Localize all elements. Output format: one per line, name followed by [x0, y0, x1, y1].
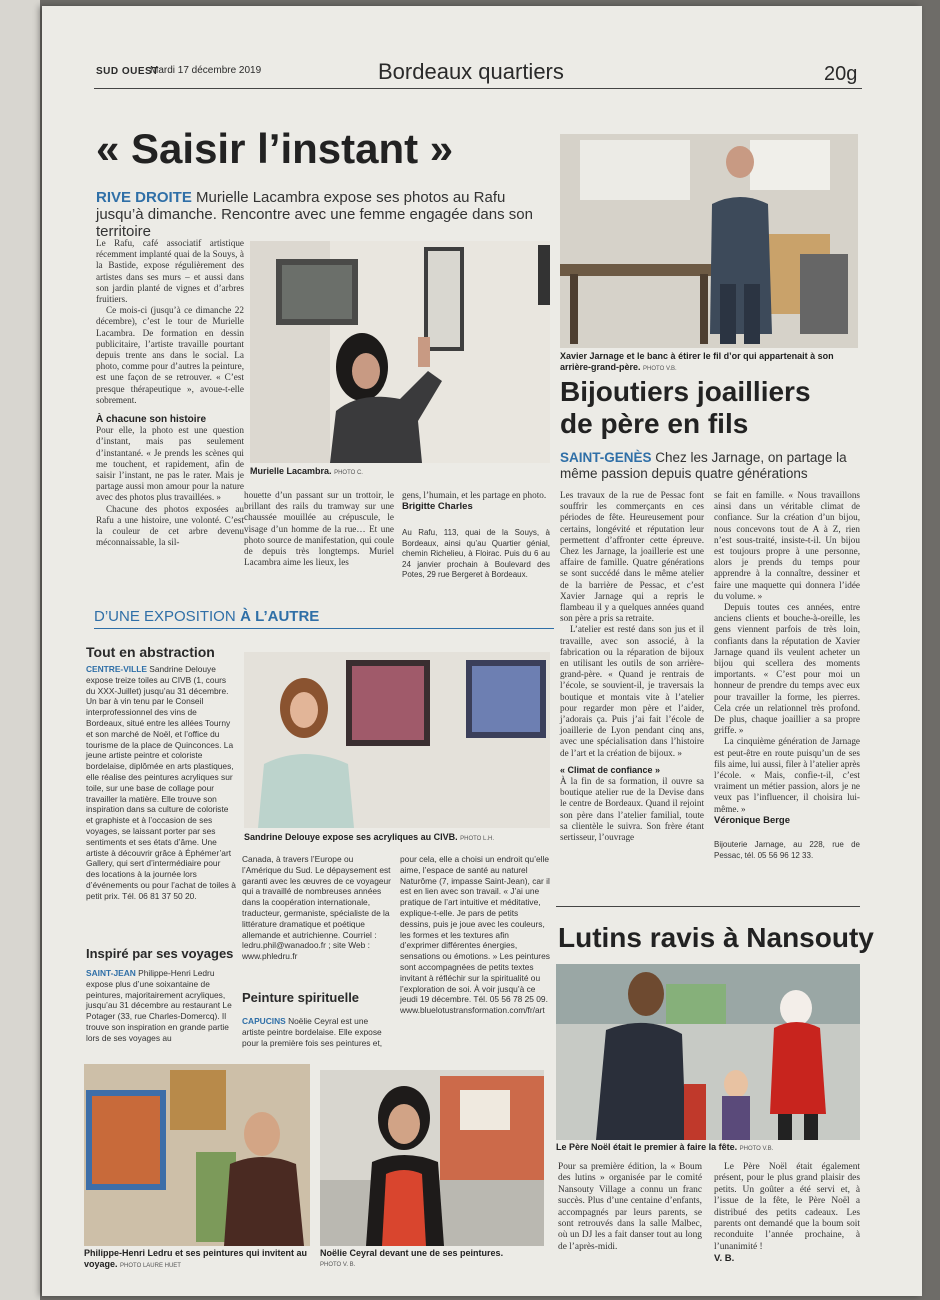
photo-ledru-caption	[84, 1248, 310, 1272]
photo-murielle-illustration	[250, 241, 550, 463]
article2-p5: Depuis toutes ces années, entre anciens clients et bouche-à-oreille, les gens viennent parfois de très loin, confiants dans la réputation de Xavier Jarnage quand ils veulent acheter un bijou qui scellera des moments importants. « C’est pour moi un honneur de prendre du temps avec eux pour travailler la forme, les pierres. Cela crée un relationnel très profond. De plus, chaque joaillier a sa propre griffe. »	[714, 602, 860, 736]
article2-p4: se fait en famille. « Nous travaillons ainsi dans un véritable climat de confiance. Sur la création d’un bijou, nous concevons tout de A à Z, rien n’est sous-traité, insiste-t-il. Un bijou est toujours propre à une personne, alors je prends du temps pour apprendre à la connaître, dessiner et faire une maquette qui donnera l’idée du volume. »	[714, 490, 860, 601]
article2-standfirst-text: Chez les Jarnage, on partage la même passion depuis quatre générations	[560, 450, 847, 481]
header-rule	[94, 88, 862, 89]
article3-col2-text: Le Père Noël était également présent, pour le plus grand plaisir des petits. Un goûter a été servi et, à l’issue de la fête, le Père Noël a distribué des petits cadeaux. Les parents ont demandé que la boum soit reconduite l’année prochaine, à l’unanimité !	[714, 1162, 860, 1252]
article2-p2: L’atelier est resté dans son jus et il travaille, avec son associé, à la fabrication ou la réparation de bijoux en utilisant les outils de son arrière-grand-père. « Quand je rentrais de l’école, se souvient-il, je traversais la boutique et montais vite à l’atelier pour regarder mon père et l’aider, j’adorais ça. Puis j’ai fait l’école de joaillerie de Lyon pendant cinq ans, avec une spécialisation dans l’histoire de l’art et la création de bijoux. »	[560, 624, 704, 758]
expo-banner-accent: À L’AUTRE	[240, 608, 320, 625]
photo-ceyral-caption	[320, 1248, 503, 1268]
article2-subhead: « Climat de confiance »	[560, 764, 661, 775]
article1-p3: Pour elle, la photo est une question d’instant, mais pas seulement d’instantané. « Je prends les scènes qui me touchent, et rapidement, afin de saisir l’instant, ne pas le rater. Mais je partage aussi mon amour pour la nature avec des photos plus travaillées. »	[96, 425, 244, 503]
article2-p6: La cinquième génération de Jarnage est peut-être en route puisqu’un de ses fils aime, lui aussi, filer à l’atelier après l’école. « Mais, confie-t-il, c’est vraiment un métier passion, alors je ne veux pas l’influencer, il choisira lui-même. »	[714, 736, 860, 814]
expo-s3-body: Noëlie Ceyral est une artiste peintre bordelaise. Elle expose pour la première fois ses peintures et,	[242, 1016, 383, 1048]
expo-s3-kicker: CAPUCINS	[242, 1016, 286, 1026]
photo-sandrine-illustration	[244, 652, 550, 828]
expo-banner	[94, 608, 554, 629]
article2-standfirst	[560, 450, 850, 482]
photo-credit: PHOTO LAURE HUET	[120, 1263, 181, 1269]
article2-signature: Véronique Berge	[714, 814, 791, 826]
expo-s2-kicker: SAINT-JEAN	[86, 968, 136, 978]
article1-subhead: À chacune son histoire	[96, 414, 207, 426]
article2-title-line1: Bijoutiers joailliers	[560, 376, 811, 407]
article1-standfirst-text: Murielle Lacambra expose ses photos au Rafu jusqu’à dimanche. Rencontre avec une femme engagée dans son territoire	[96, 189, 533, 240]
photo-philippe-henri-ledru	[84, 1064, 310, 1246]
article1-col1	[96, 238, 244, 548]
expo-s3-title: Peinture spirituelle	[242, 990, 360, 1005]
photo-credit: PHOTO V.B.	[643, 366, 677, 372]
article2-p1: Les travaux de la rue de Pessac font souffrir les commerçants en ces périodes de fête. Heureusement pour certains, longévité et réputation leur permettent d’affronter cette épreuve. Chez les Jarnage, la joaillerie est une affaire de famille. Quatre générations se sont succédé dans le même atelier de la barrière de Pessac, et c’est Xavier Jarnage qui a repris le flambeau il y a quelques années quand son père a pris sa retraite.	[560, 490, 704, 624]
section-title: Bordeaux quartiers	[378, 59, 564, 84]
photo-murielle-caption	[250, 466, 363, 476]
photo-sandrine-caption	[244, 832, 494, 842]
article3-col2	[714, 1162, 860, 1265]
photo-credit: PHOTO V. B.	[320, 1262, 356, 1268]
article3-top-rule	[556, 906, 860, 907]
article3-title: Lutins ravis à Nansouty	[558, 922, 874, 953]
photo-credit: PHOTO C.	[334, 470, 363, 476]
photo-credit: PHOTO L.H.	[460, 836, 495, 842]
article1-col2: houette d’un passant sur un trottoir, le brillant des rails du tramway sur une chaussée mouillée au crépuscule, le visage d’un homme de la rue… Et une photo source de manifestation, qui coule de depuis très longtemps. Muriel Lacambra aime les lieux, les	[244, 490, 394, 568]
expo-s2-text	[86, 968, 236, 1044]
caption-text: Philippe-Henri Ledru et ses peintures qui invitent au voyage.	[84, 1248, 308, 1269]
page-number: 20g	[824, 63, 858, 85]
article1-standfirst	[96, 189, 556, 240]
photo-lutins-caption	[556, 1142, 773, 1152]
article2-col2	[714, 490, 860, 861]
expo-s1-text	[86, 664, 236, 902]
expo-s1-kicker: CENTRE-VILLE	[86, 664, 147, 674]
article2-p3: À la fin de sa formation, il ouvre sa boutique atelier rue de la Devise dans le centre de Bordeaux. Quand il rejoint son père dans l’atelier familial, toute sa clientèle le suivra. Son frère étant sertisseur, l’ouvrage	[560, 776, 704, 843]
article1-info: Au Rafu, 113, quai de la Souys, à Bordeaux, ainsi qu’au Quartier génial, chemin Richelieu, à Floirac. Puis du 6 au 24 janvier prochain à Boulevard des Potes, 29 rue Bergeret à Bordeaux.	[402, 528, 550, 580]
expo-s1-title: Tout en abstraction	[86, 644, 215, 660]
photo-murielle-lacambra	[250, 241, 550, 463]
photo-xavier-jarnage	[560, 134, 858, 348]
masthead: SUD OUEST	[96, 66, 159, 77]
caption-text: Sandrine Delouye expose ses acryliques au CIVB.	[244, 832, 458, 842]
expo-s1-body: Sandrine Delouye expose treize toiles au CIVB (1, cours du XXX-Juillet) jusqu’au 31 décembre. Un bar à vin tenu par le Conseil interprofessionnel des vins de Bordeaux, situé entre les allées Tourny et son marché de Noël, et l’office du tourisme de la place de Quinconces. La jeune artiste peintre et coloriste bordelaise, diplômée en arts plastiques, elle réalise des peintures acryliques sur toile, sur une base de collage pour travailler la matière. Elle trouve son inspiration dans sa culture de coloriste et graphiste et à l’occasion de ses voyages, se laissant porter par ses sentiments et ses états d’âme. Une artiste à découvrir grâce à Éphémer’art Gallery, qui sert d’intermédiaire pour des locations à la journée lors d’événements ou pour l’achat de toiles à petit prix. Tél. 06 81 37 50 20.	[86, 664, 236, 901]
adjacent-page-edge	[0, 0, 40, 1300]
photo-lutins-party	[556, 964, 860, 1140]
newspaper-page	[42, 6, 922, 1296]
caption-text: Xavier Jarnage et le banc à étirer le fil d’or qui appartenait à son arrière-grand-père.	[560, 351, 834, 372]
caption-text: Noëlie Ceyral devant une de ses peintures.	[320, 1248, 504, 1258]
article1-kicker: RIVE DROITE	[96, 189, 192, 206]
article1-p1: Le Rafu, café associatif artistique récemment implanté quai de la Souys, à la Bastide, expose régulièrement des artistes dans ses murs – et aussi dans son jardin planté de vignes et d’arbres fruitiers.	[96, 238, 244, 305]
photo-noelie-ceyral	[320, 1070, 544, 1246]
photo-lutins-illustration	[556, 964, 860, 1140]
article1-p2: Ce mois-ci (jusqu’à ce dimanche 22 décembre), c’est le tour de Murielle Lacambra. De formation en dessin publicitaire, l’artiste travaille pourtant depuis trente ans dans le social. La photo, comme pour d’autres la peinture, est une façon de se retrouver. « C’est presque thérapeutique », avoue-t-elle sobrement.	[96, 305, 244, 405]
article2-col1	[560, 490, 704, 843]
expo-s3-text	[242, 1016, 390, 1048]
photo-ledru-illustration	[84, 1064, 310, 1246]
expo-s2-title: Inspiré par ses voyages	[86, 946, 234, 961]
expo-s2-body: Philippe-Henri Ledru expose plus d’une soixantaine de peintures, majoritairement acryliques, jusqu’au 31 décembre au restaurant Le Potager (33, rue Charles-Domercq). Il trouve son inspiration en grande partie lors de ses voyages au	[86, 968, 232, 1043]
article2-title-line2: de père en fils	[560, 408, 749, 439]
expo-s3-col2: pour cela, elle a choisi un endroit qu’elle aime, l’espace de santé au naturel Naturôme (7, impasse Saint-Jean), car il est en lien avec son travail. « J’ai une pratique de l’art intuitive et méditative, explique-t-elle. Je pars de petits dessins, puis je joue avec les couleurs, les formes et les textures afin d’exprimer différentes énergies, sensations ou émotions. » Les peintures sont accompagnées de petits textes invitant à réfléchir sur la spiritualité ou l’exploration de soi. À voir jusqu’à ce jeudi 19 décembre. Tél. 05 56 78 25 09. www.bluelotustransformation.com/fr/art	[400, 854, 550, 1016]
photo-ceyral-illustration	[320, 1070, 544, 1246]
article1-p4: Chacune des photos exposées au Rafu a une histoire, une volonté. C’est la couleur de cet arbre devenu méconnaissable, la sil-	[96, 503, 244, 548]
article1-title: « Saisir l’instant »	[96, 125, 454, 172]
photo-xavier-caption	[560, 351, 850, 375]
issue-date: Mardi 17 décembre 2019	[150, 65, 262, 76]
article1-col3-text: gens, l’humain, et les partage en photo.	[402, 490, 547, 500]
article2-kicker: SAINT-GENÈS	[560, 450, 652, 465]
photo-xavier-illustration	[560, 134, 858, 348]
article3-signature: V. B.	[714, 1253, 735, 1265]
article1-col3	[402, 490, 550, 581]
article1-signature: Brigitte Charles	[402, 501, 473, 513]
article3-col1: Pour sa première édition, la « Boum des lutins » organisée par le comité Nansouty Village a connu un franc succès. Plus d’une centaine d’enfants, accompagnés par leurs parents, se sont retrouvés dans la salle Malbec, où un DJ les a fait danser tout au long de l’après-midi.	[558, 1162, 702, 1252]
photo-credit: PHOTO V.B.	[739, 1146, 774, 1152]
article2-info: Bijouterie Jarnage, au 228, rue de Pessac, tél. 05 56 96 12 33.	[714, 840, 860, 860]
expo-banner-prefix: D’UNE EXPOSITION	[94, 608, 236, 625]
caption-text: Murielle Lacambra.	[250, 466, 332, 476]
expo-s2-col2: Canada, à travers l’Europe ou l’Amérique du Sud. Le dépaysement est garanti avec les œuvres de ce voyageur qui a travaillé de nombreuses années dans la coopération internationale, traducteur, germaniste, spécialiste de la littérature dramatique et poétique allemande et autrichienne. Courriel : ledru.phil@wanadoo.fr ; site Web : www.phledru.fr	[242, 854, 391, 962]
caption-text: Le Père Noël était le premier à faire la fête.	[556, 1142, 738, 1152]
photo-sandrine-delouye	[244, 652, 550, 828]
